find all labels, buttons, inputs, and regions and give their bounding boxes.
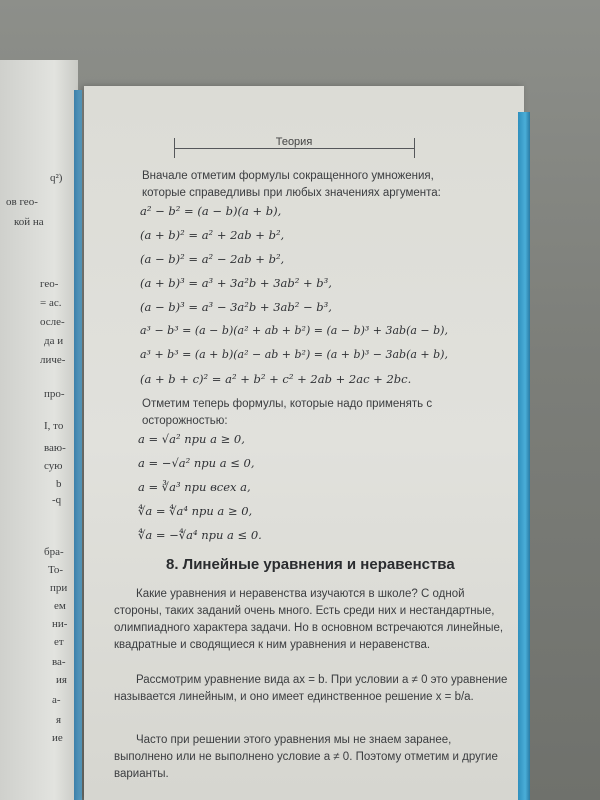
left-fragment: ва- [52, 656, 66, 668]
formula-line: (a + b + c)² = a² + b² + c² + 2ab + 2ac + 2bc. [140, 372, 412, 386]
formula-line: (a − b)² = a² − 2ab + b², [140, 252, 285, 266]
formula-line: (a + b)² = a² + 2ab + b², [140, 228, 285, 242]
running-header: Теория [275, 136, 313, 148]
left-fragment: ваю- [44, 442, 66, 454]
formula-line: a² − b² = (a − b)(a + b), [140, 204, 282, 218]
formula-line: a³ − b³ = (a − b)(a² + ab + b²) = (a − b)³ + 3ab(a − b), [140, 324, 448, 337]
left-fragment: То- [48, 564, 64, 576]
header-bracket-right [414, 138, 415, 158]
caution-formula: a = ∛a³ при всех a, [138, 480, 251, 494]
left-fragment: про- [44, 388, 65, 400]
formula-line: (a − b)³ = a³ − 3a²b + 3ab² − b³, [140, 300, 332, 314]
formula-line: (a + b)³ = a³ + 3a²b + 3ab² + b³, [140, 276, 332, 290]
left-page-edge [74, 90, 82, 800]
left-fragment: бра- [44, 546, 64, 558]
left-fragment: я [56, 714, 62, 726]
left-fragment: осле- [40, 316, 65, 328]
left-fragment: да и [44, 335, 64, 347]
intro-paragraph: Вначале отметим формулы сокращенного умножения, которые справедливы при любых значениях аргумента: [142, 170, 441, 199]
book-page [84, 86, 524, 800]
caution-formula: ∜a = ∜a⁴ при a ≥ 0, [138, 504, 253, 518]
left-fragment: ет [54, 636, 64, 648]
left-fragment: q²) [50, 172, 63, 184]
left-fragment: а- [52, 694, 61, 706]
left-fragment: личе- [40, 354, 66, 366]
left-fragment: ие [52, 732, 63, 744]
formula-line: a³ + b³ = (a + b)(a² − ab + b²) = (a + b)³ − 3ab(a + b), [140, 348, 448, 361]
left-fragment: кой на [14, 216, 44, 228]
left-fragment: ия [56, 674, 67, 686]
left-fragment: I, то [44, 420, 64, 432]
body-paragraph: Рассмотрим уравнение вида ax = b. При условии a ≠ 0 это уравнение называется линейным, и оно имеет единственное решение x = b/a. [114, 674, 508, 703]
book-cover-edge [518, 112, 530, 800]
left-fragment: ов гео- [6, 196, 38, 208]
caution-paragraph: Отметим теперь формулы, которые надо применять с осторожностью: [142, 398, 433, 427]
left-fragment: -q [52, 494, 62, 506]
left-page [0, 60, 78, 800]
left-fragment: сую [44, 460, 63, 472]
left-fragment: = ас. [40, 297, 62, 309]
left-fragment: геo- [40, 278, 59, 290]
header-rule [174, 148, 414, 149]
caution-formula: a = √a² при a ≥ 0, [138, 432, 245, 446]
body-paragraph: Какие уравнения и неравенства изучаются в школе? С одной стороны, таких заданий очень много. Есть среди них и нестандартные, олимпиадного характера задачи. Но в основном встречаются линейные, квадратные и сводящиеся к ним уравнения и неравенства. [114, 588, 504, 651]
left-fragment: при [50, 582, 68, 594]
caution-formula: a = −√a² при a ≤ 0, [138, 456, 255, 470]
left-fragment: b [56, 478, 62, 490]
section-heading: 8. Линейные уравнения и неравенства [166, 556, 455, 573]
left-fragment: ни- [52, 618, 68, 630]
left-fragment: ем [54, 600, 66, 612]
caution-formula: ∜a = −∜a⁴ при a ≤ 0. [138, 528, 262, 542]
body-paragraph: Часто при решении этого уравнения мы не знаем заранее, выполнено или не выполнено условие a ≠ 0. Поэтому отметим и другие варианты. [114, 734, 498, 780]
